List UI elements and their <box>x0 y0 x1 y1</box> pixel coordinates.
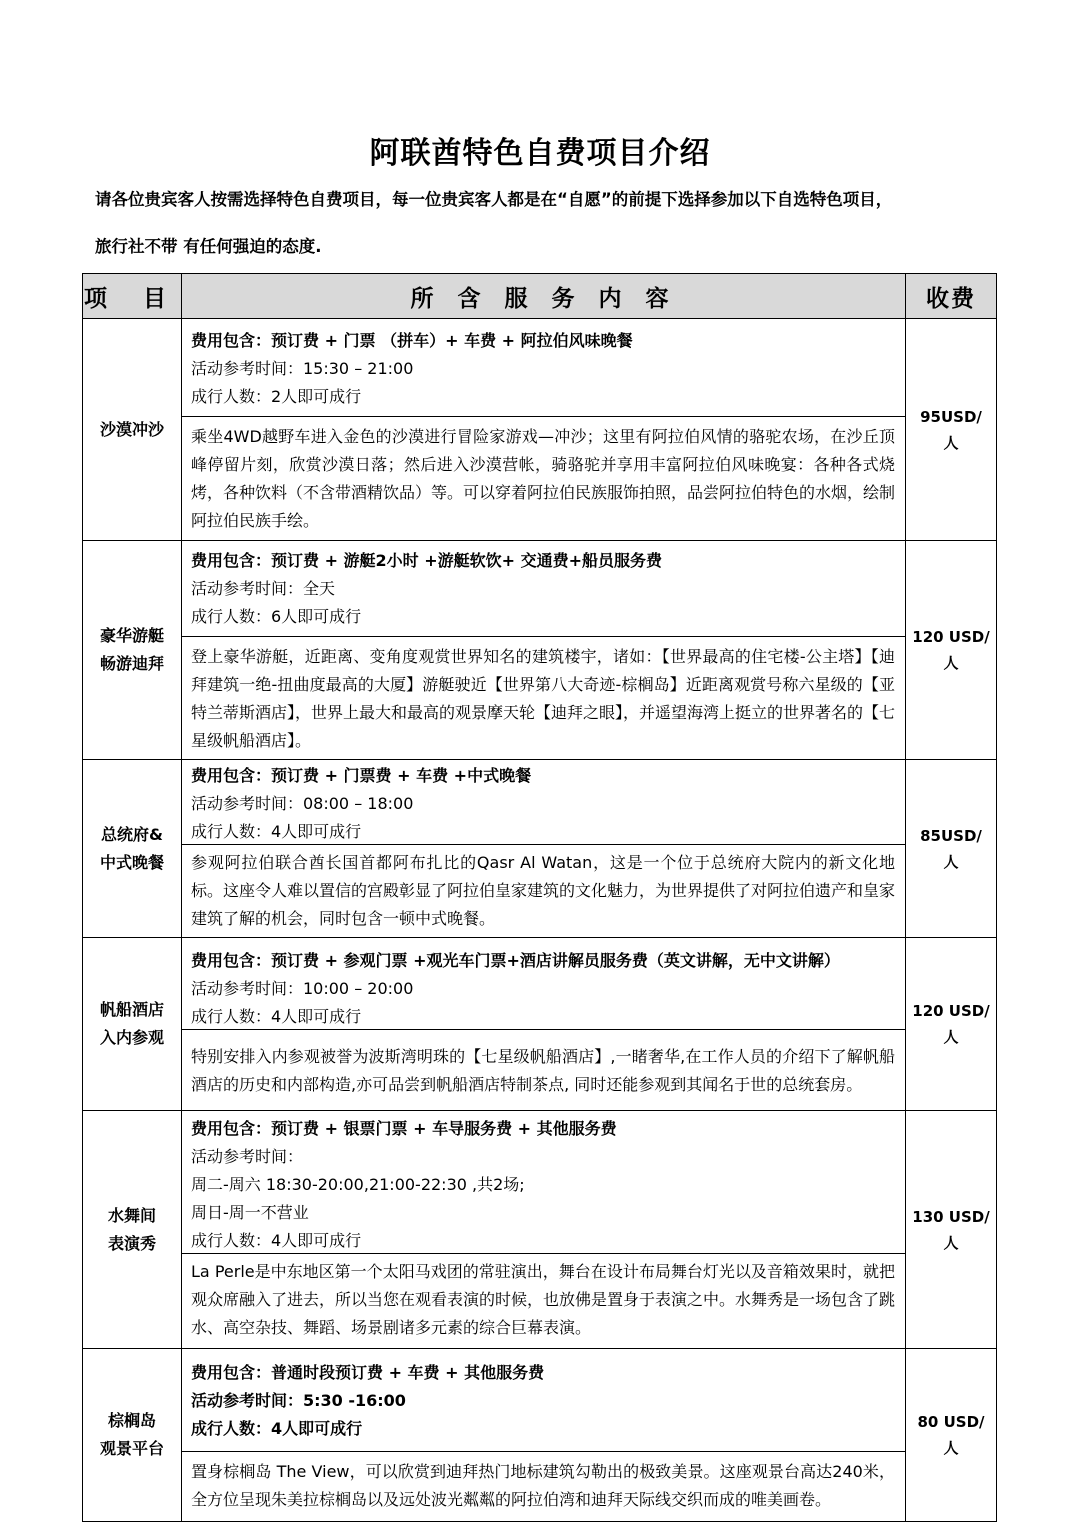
detail-line: 周二-周六 18:30-20:00,21:00-22:30 ,共2场; <box>191 1175 525 1194</box>
price-unit: 人 <box>943 654 959 672</box>
header-price: 收费 <box>906 274 997 319</box>
detail-line: 活动参考时间：15:30 – 21:00 <box>191 358 414 378</box>
include-line: 费用包含：普通时段预订费 + 车费 + 其他服务费 <box>191 1362 545 1382</box>
detail-line: 活动参考时间：10:00 – 20:00 <box>191 979 414 998</box>
price-amount: 95USD/ <box>920 407 982 426</box>
price-unit: 人 <box>943 1233 959 1252</box>
item-name: 中式晚餐 <box>99 852 164 872</box>
item-name: 畅游迪拜 <box>99 654 164 673</box>
detail-line: 成行人数：4人即可成行 <box>191 1231 362 1250</box>
detail-line: 活动参考时间：08:00 – 18:00 <box>191 794 414 813</box>
item-price-cell <box>906 1111 997 1349</box>
item-name: 豪华游艇 <box>99 626 164 645</box>
header-content: 所 含 服 务 内 容 <box>182 274 906 319</box>
activities-table <box>82 273 997 1522</box>
price-unit: 人 <box>943 1028 959 1046</box>
price-amount: 80 USD/ <box>917 1413 985 1431</box>
item-name: 观景平台 <box>99 1439 164 1458</box>
header-item: 项 目 <box>83 274 182 319</box>
price-unit: 人 <box>943 433 959 452</box>
item-description: 乘坐4WD越野车进入金色的沙漠进行冒险家游戏—冲沙；这里有阿拉伯风情的骆驼农场，在沙丘顶峰停留片刻，欣赏沙漠日落；然后进入沙漠营帐，骑骆驼并享用丰富阿拉伯风味晚宴：各种各式烧烤，各种饮料（不含带酒精饮品）等。可以穿着阿拉伯民族服饰拍照，品尝阿拉伯特色的水烟，绘制阿拉伯民族手绘。 <box>182 416 905 539</box>
item-name-cell <box>83 319 182 541</box>
item-name: 水舞间 <box>107 1205 156 1225</box>
item-content-cell <box>182 541 906 760</box>
include-line: 费用包含：预订费 + 门票 （拼车）+ 车费 + 阿拉伯风味晚餐 <box>191 330 633 350</box>
detail-line: 活动参考时间： <box>191 1147 304 1166</box>
price-amount: 120 USD/ <box>912 628 990 646</box>
item-content-cell <box>182 319 906 541</box>
detail-line: 周日-周一不营业 <box>191 1203 309 1222</box>
table-header-row <box>83 274 997 319</box>
item-price-cell <box>906 1349 997 1522</box>
item-name: 帆船酒店 <box>99 1000 164 1019</box>
item-description: 参观阿拉伯联合酋长国首都阿布扎比的Qasr Al Watan，这是一个位于总统府大院内的新文化地标。这座令人难以置信的宫殿彰显了阿拉伯皇家建筑的文化魅力，为世界提供了对阿拉伯遗产和皇家建筑了解的机会，同时包含一顿中式晚餐。 <box>182 844 905 937</box>
table-row <box>83 1111 997 1349</box>
item-name: 棕榈岛 <box>107 1411 156 1430</box>
table-row <box>83 938 997 1111</box>
item-price-cell <box>906 319 997 541</box>
table-row <box>83 760 997 938</box>
item-content-cell <box>182 1349 906 1522</box>
item-name: 表演秀 <box>107 1233 156 1253</box>
detail-line: 成行人数：2人即可成行 <box>191 386 362 406</box>
item-name-cell <box>83 1349 182 1522</box>
page-title: 阿联酋特色自费项目介绍 <box>369 136 711 171</box>
table-row <box>83 319 997 541</box>
price-unit: 人 <box>943 1439 959 1457</box>
item-description: La Perle是中东地区第一个太阳马戏团的常驻演出，舞台在设计布局舞台灯光以及音箱效果时，就把观众席融入了进去，所以当您在观看表演的时候，也放佛是置身于表演之中。水舞秀是一场包含了跳水、高空杂技、舞蹈、场景剧诸多元素的综合巨幕表演。 <box>182 1253 905 1346</box>
detail-line: 活动参考时间：全天 <box>191 579 336 598</box>
price-amount: 85USD/ <box>920 826 982 845</box>
item-name: 总统府& <box>101 824 163 844</box>
intro-line-1: 请各位贵宾客人按需选择特色自费项目，每一位贵宾客人都是在“自愿”的前提下选择参加以下自选特色项目， <box>95 190 893 209</box>
intro-line-2: 旅行社不带 有任何强迫的态度. <box>95 237 322 256</box>
item-content-cell <box>182 1111 906 1349</box>
table-row <box>83 1349 997 1522</box>
include-line: 费用包含：预订费 + 参观门票 +观光车门票+酒店讲解员服务费（英文讲解，无中文讲解） <box>191 951 840 970</box>
table-row <box>83 541 997 760</box>
item-name: 入内参观 <box>99 1028 164 1047</box>
detail-line: 成行人数：6人即可成行 <box>191 607 362 626</box>
item-content-cell <box>182 760 906 938</box>
item-price-cell <box>906 938 997 1111</box>
detail-line: 成行人数：4人即可成行 <box>191 1007 362 1026</box>
item-price-cell <box>906 541 997 760</box>
price-amount: 120 USD/ <box>912 1002 990 1020</box>
item-price-cell <box>906 760 997 938</box>
price-unit: 人 <box>943 852 959 871</box>
item-name: 沙漠冲沙 <box>99 419 164 439</box>
item-name-cell <box>83 760 182 938</box>
item-description: 置身棕榈岛 The View，可以欣赏到迪拜热门地标建筑勾勒出的极致美景。这座观景台高达240米，全方位呈现朱美拉棕榈岛以及远处波光粼粼的阿拉伯湾和迪拜天际线交织而成的唯美画卷。 <box>182 1451 905 1518</box>
include-line: 费用包含：预订费 + 门票费 + 车费 +中式晚餐 <box>191 766 532 785</box>
detail-line: 成行人数：4人即可成行 <box>191 822 362 841</box>
include-line: 费用包含：预订费 + 游艇2小时 +游艇软饮+ 交通费+船员服务费 <box>191 551 663 570</box>
item-name-cell <box>83 541 182 760</box>
item-name-cell <box>83 938 182 1111</box>
item-name-cell <box>83 1111 182 1349</box>
price-amount: 130 USD/ <box>912 1207 990 1226</box>
item-description: 特别安排入内参观被誉为波斯湾明珠的【七星级帆船酒店】,一睹奢华,在工作人员的介绍下了解帆船酒店的历史和内部构造,亦可品尝到帆船酒店特制茶点, 同时还能参观到其闻名于世的总统套房。 <box>182 1029 905 1103</box>
item-description: 登上豪华游艇，近距离、变角度观赏世界知名的建筑楼宇，诸如：【世界最高的住宅楼-公主塔】【迪拜建筑一绝-扭曲度最高的大厦】游艇驶近【世界第八大奇迹-棕榈岛】近距离观赏号称六星级的【亚特兰蒂斯酒店】，世界上最大和最高的观景摩天轮【迪拜之眼】，并遥望海湾上挺立的世界著名的【七星级帆船酒店】。 <box>182 636 905 759</box>
include-line: 费用包含：预订费 + 银票门票 + 车导服务费 + 其他服务费 <box>191 1119 617 1138</box>
item-content-cell <box>182 938 906 1111</box>
detail-line: 成行人数：4人即可成行 <box>191 1418 363 1438</box>
detail-line: 活动参考时间：5:30 -16:00 <box>191 1390 406 1410</box>
